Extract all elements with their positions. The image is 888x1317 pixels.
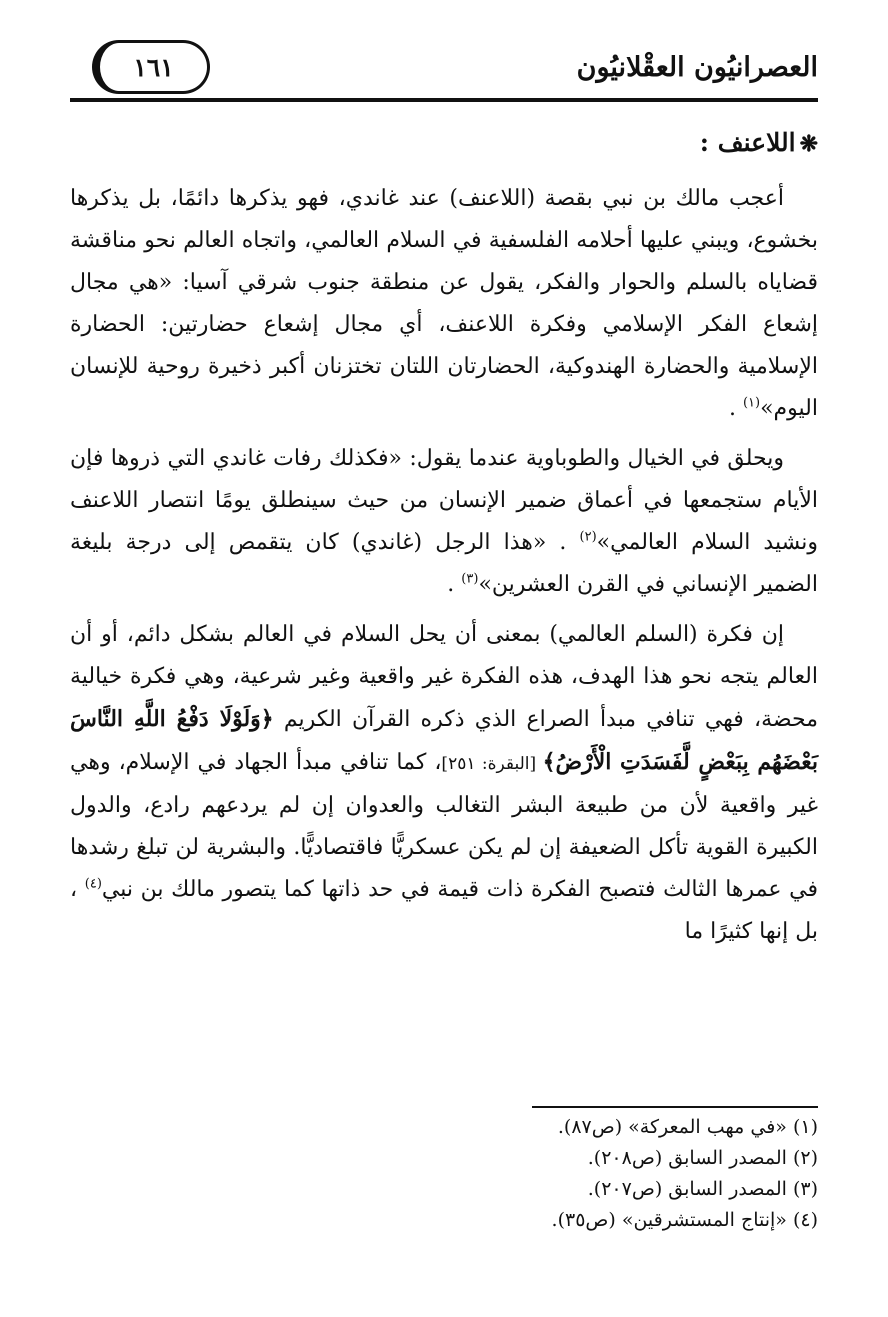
asterism-icon: ❋ [799,131,818,157]
page-number: ١٦١ [92,40,210,94]
paragraph-text: . [447,572,462,597]
footnote [70,1112,818,1143]
quran-verse: ﴿وَلَوْلَا دَفْعُ اللَّهِ النَّاسَ بَعْضَهُم بِبَعْضٍ لَّفَسَدَتِ الْأَرْضُ﴾ [70,706,818,775]
footnote-text: «إنتاج المستشرقين» (ص٣٥). [551,1209,787,1231]
paragraph-text: . [728,396,743,421]
paragraph-text: ويحلق في الخيال والطوباوية عندما يقول: «فكذلك رفات غاندي التي ذروها فإن الأيام ستجمعها في أعماق ضمير الإنسان من حيث سينطلق يومًا انتصار اللاعنف ونشيد السلام العالمي» [70,446,818,555]
paragraph [70,178,818,430]
footnote-number: (٣) [792,1178,818,1200]
paragraph-text: ، كما تنافي مبدأ الجهاد في الإسلام، وهي غير واقعية لأن من طبيعة البشر التغالب والعدوان إن لم يردعهم رادع، والدول الكبيرة القوية تأكل الضعيفة إن لم يكن عسكريًّا فاقتصاديًّا. والبشرية لن تبلغ رشدها في عمرها الثالث فتصبح الفكرة ذات قيمة في حد ذاتها كما يتصور مالك بن نبي [70,750,818,902]
section-heading [700,128,818,157]
verse-reference: [البقرة: ٢٥١] [441,754,543,774]
footnotes [70,1112,818,1236]
paragraph-text: . «هذا الرجل (غاندي) كان يتقمص إلى درجة بليغة الضمير الإنساني في القرن العشرين» [70,530,818,597]
header-rule [70,98,818,102]
footnote-marker: (١) [742,395,761,411]
footnote-marker: (٣) [461,571,479,587]
paragraph [70,438,818,606]
running-title: العصرانيُون العقْلانيُون [576,52,818,83]
footnote [70,1174,818,1205]
footnote-marker: (٢) [579,529,597,545]
footnote-marker: (٤) [84,876,102,892]
footnote [70,1143,818,1174]
paragraph-text: ، بل إنها كثيرًا ما [70,877,818,944]
footnote-number: (٢) [792,1147,818,1169]
paragraph [70,614,818,953]
body-text [70,178,818,961]
footnote-number: (١) [792,1116,818,1138]
footnote-text: «في مهب المعركة» (ص٨٧). [557,1116,787,1138]
footnote-text: المصدر السابق (ص٢٠٨). [587,1147,787,1169]
paragraph-text: إن فكرة (السلم العالمي) بمعنى أن يحل السلام في العالم بشكل دائم، أو أن العالم يتجه نحو هذا الهدف، هذه الفكرة غير واقعية وغير شرعية، وهي فكرة خيالية محضة، فهي تنافي مبدأ الصراع الذي ذكره القرآن الكريم [70,622,818,732]
section-heading-text: اللاعنف : [699,128,796,157]
footnote-number: (٤) [792,1209,818,1231]
footnote-text: المصدر السابق (ص٢٠٧). [587,1178,787,1200]
paragraph-text: أعجب مالك بن نبي بقصة (اللاعنف) عند غاندي، فهو يذكرها دائمًا، بل يذكرها بخشوع، ويبني عليها أحلامه الفلسفية في السلام العالمي، واتجاه العالم نحو مناقشة قضاياه بالسلم والحوار والفكر، يقول عن منطقة جنوب شرقي آسيا: «هي مجال إشعاع الفكر الإسلامي وفكرة اللاعنف، أي مجال إشعاع حضارتين: الحضارة الإسلامية والحضارة الهندوكية، الحضارتان اللتان تختزنان أكبر ذخيرة روحية للإنسان اليوم» [70,186,818,421]
footnote [70,1205,818,1236]
page-header [70,40,818,102]
footnote-rule [532,1106,818,1108]
